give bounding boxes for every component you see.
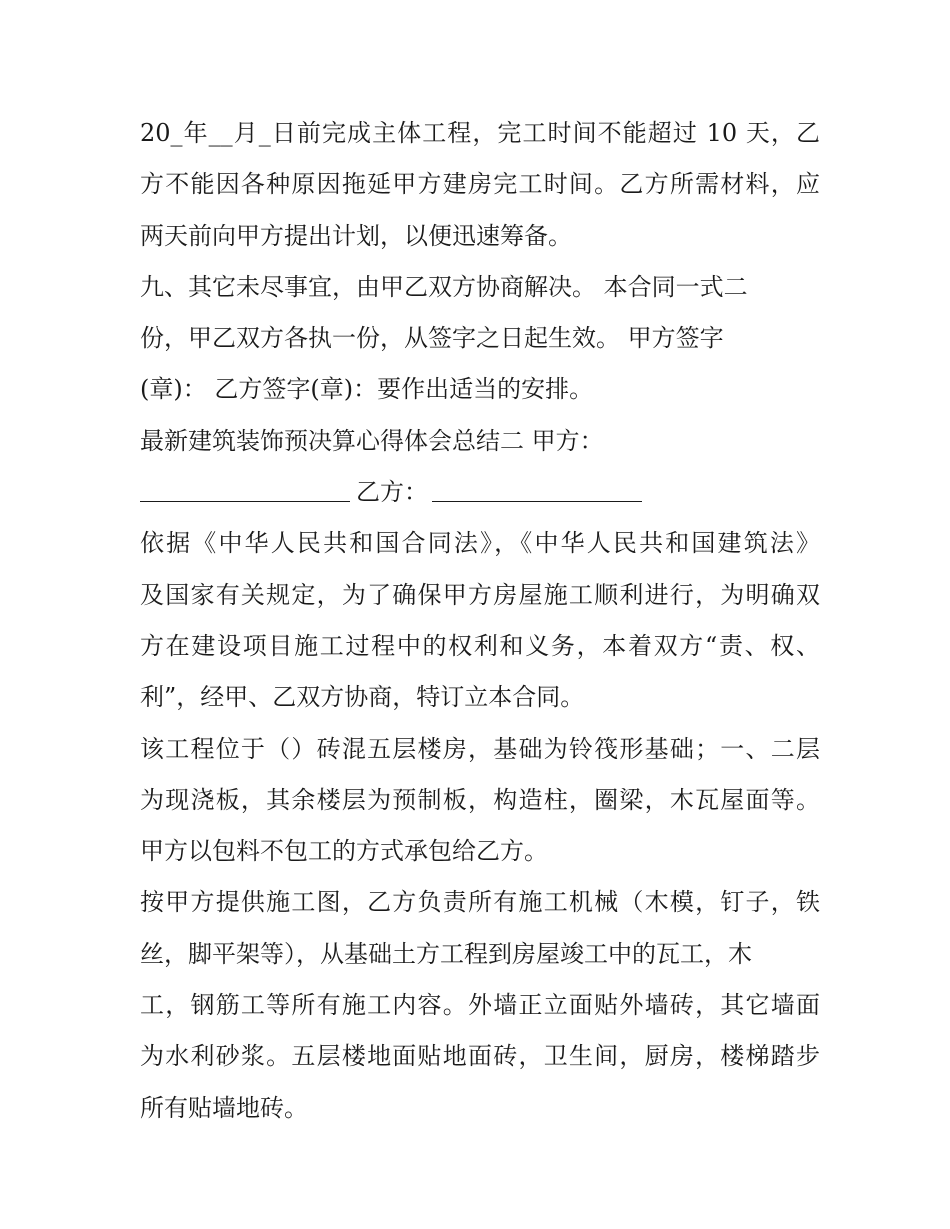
text-line-17: 丝，脚平架等），从基础土方工程到房屋竣工中的瓦工，木 bbox=[140, 939, 752, 968]
text-line-9: 依据《中华人民共和国合同法》，《中华人民共和国建筑法》 bbox=[140, 529, 820, 558]
text-line-18: 工，钢筋工等所有施工内容。外墙正立面贴外墙砖，其它墙面 bbox=[140, 991, 820, 1020]
text-line-6: (章)： 乙方签字(章)：要作出适当的安排。 bbox=[140, 375, 594, 404]
party-a-signature-blank bbox=[140, 475, 350, 502]
text-line-11: 方在建设项目施工过程中的权利和义务，本着双方“责、权、 bbox=[140, 631, 820, 660]
text-line-15: 甲方以包料不包工的方式承包给乙方。 bbox=[140, 837, 548, 866]
text-line-4: 九、其它未尽事宜，由甲乙双方协商解决。 本合同一式二 bbox=[140, 272, 748, 301]
text-line-5: 份，甲乙双方各执一份，从签字之日起生效。 甲方签字 bbox=[140, 324, 724, 353]
text-line-16: 按甲方提供施工图，乙方负责所有施工机械（木模，钉子，铁 bbox=[140, 888, 820, 917]
text-line-10: 及国家有关规定，为了确保甲方房屋施工顺利进行，为明确双 bbox=[140, 580, 820, 609]
text-line-19: 为水利砂浆。五层楼地面贴地面砖，卫生间，厨房，楼梯踏步 bbox=[140, 1042, 820, 1071]
party-b-label: 乙方： bbox=[356, 478, 428, 507]
document-body bbox=[140, 111, 820, 1137]
party-b-signature-blank bbox=[432, 475, 642, 502]
text-line-13: 该工程位于（）砖混五层楼房，基础为铃筏形基础；一、二层 bbox=[140, 734, 820, 763]
text-line-14: 为现浇板，其余楼层为预制板，构造柱，圈梁，木瓦屋面等。 bbox=[140, 785, 820, 814]
text-line-3: 两天前向甲方提出计划，以便迅速筹备。 bbox=[140, 221, 572, 250]
text-line-12: 利”，经甲、乙双方协商，特订立本合同。 bbox=[140, 683, 585, 712]
text-line-7: 最新建筑装饰预决算心得体会总结二 甲方： bbox=[140, 426, 604, 455]
text-line-1: 20_年__月_日前完成主体工程，完工时间不能超过 10 天，乙 bbox=[140, 119, 820, 147]
text-line-2: 方不能因各种原因拖延甲方建房完工时间。乙方所需材料，应 bbox=[140, 170, 820, 199]
text-line-20: 所有贴墙地砖。 bbox=[140, 1093, 308, 1122]
signature-line bbox=[140, 470, 820, 521]
